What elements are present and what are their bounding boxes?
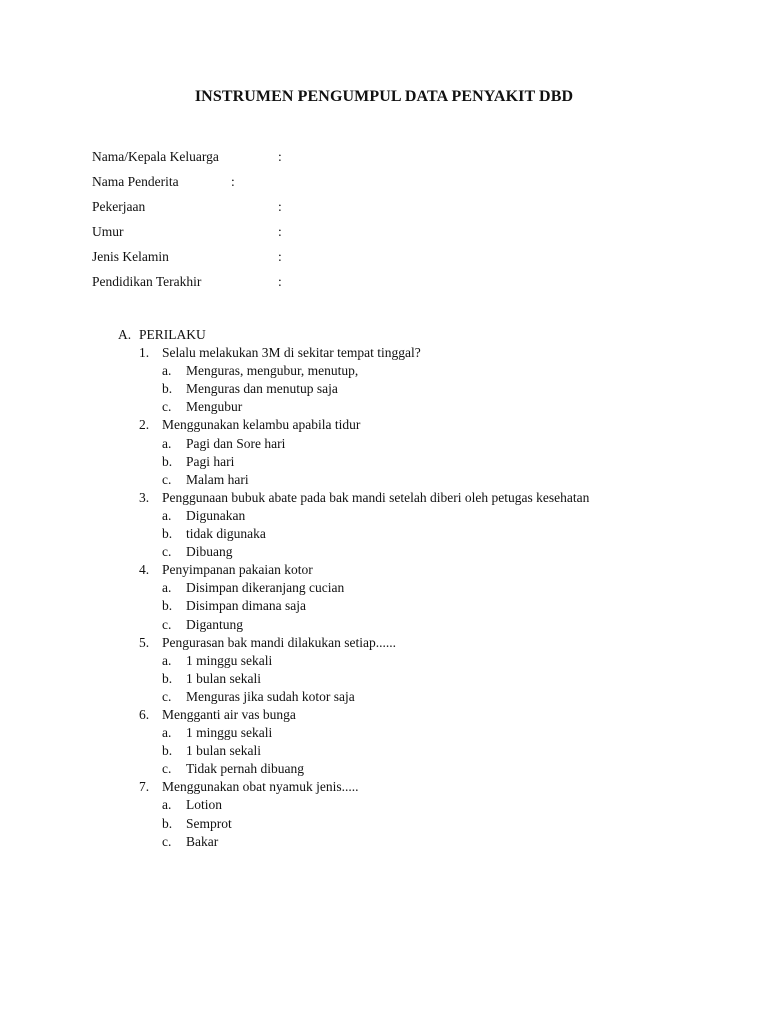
answer-option xyxy=(118,507,738,525)
option-letter: a. xyxy=(162,797,172,813)
question-item xyxy=(118,344,738,362)
question-text: Selalu melakukan 3M di sekitar tempat tinggal? xyxy=(162,345,421,361)
question-number: 1. xyxy=(139,345,150,361)
answer-option xyxy=(118,362,738,380)
option-letter: b. xyxy=(162,670,173,686)
field-label: Nama Penderita xyxy=(92,174,179,189)
option-text: Pagi dan Sore hari xyxy=(186,435,286,451)
option-letter: c. xyxy=(162,471,172,487)
field-label: Jenis Kelamin xyxy=(92,249,169,264)
option-text: Lotion xyxy=(186,797,222,813)
option-text: Disimpan dikeranjang cucian xyxy=(186,580,345,596)
field-label: Nama/Kepala Keluarga xyxy=(92,149,219,164)
answer-option xyxy=(118,833,738,851)
field-colon: : xyxy=(278,224,282,239)
option-text: Menguras jika sudah kotor saja xyxy=(186,688,355,704)
answer-option xyxy=(118,796,738,814)
option-text: Mengubur xyxy=(186,399,243,415)
field-label: Pendidikan Terakhir xyxy=(92,274,202,289)
question-item xyxy=(118,778,738,796)
option-text: 1 bulan sekali xyxy=(186,743,261,759)
option-text: Menguras, mengubur, menutup, xyxy=(186,363,359,379)
answer-option xyxy=(118,652,738,670)
answer-option xyxy=(118,724,738,742)
option-letter: a. xyxy=(162,580,172,596)
question-item xyxy=(118,706,738,724)
option-text: 1 minggu sekali xyxy=(186,652,273,668)
question-text: Menggunakan kelambu apabila tidur xyxy=(162,417,361,433)
option-text: Dibuang xyxy=(186,544,233,560)
option-letter: b. xyxy=(162,598,173,614)
option-letter: a. xyxy=(162,363,172,379)
answer-option xyxy=(118,453,738,471)
question-text: Mengganti air vas bunga xyxy=(162,706,296,722)
option-text: Pagi hari xyxy=(186,453,235,469)
section-letter: A. xyxy=(118,327,132,342)
option-text: Bakar xyxy=(186,833,219,849)
option-letter: b. xyxy=(162,743,173,759)
option-text: Digantung xyxy=(186,616,243,632)
option-letter: b. xyxy=(162,381,173,397)
option-letter: b. xyxy=(162,815,173,831)
answer-option xyxy=(118,670,738,688)
field-colon: : xyxy=(278,249,282,264)
answer-option xyxy=(118,688,738,706)
question-item xyxy=(118,634,738,652)
section-perilaku xyxy=(118,326,738,851)
question-item xyxy=(118,561,738,579)
question-number: 2. xyxy=(139,417,150,433)
document-title: INSTRUMEN PENGUMPUL DATA PENYAKIT DBD xyxy=(194,88,574,105)
option-text: Malam hari xyxy=(186,471,249,487)
option-text: Digunakan xyxy=(186,507,246,523)
question-text: Penggunaan bubuk abate pada bak mandi setelah diberi oleh petugas kesehatan xyxy=(162,489,590,505)
field-label: Umur xyxy=(92,224,124,239)
field-colon: : xyxy=(278,149,282,164)
answer-option xyxy=(118,616,738,634)
section-label: PERILAKU xyxy=(139,327,206,342)
question-text: Penyimpanan pakaian kotor xyxy=(162,562,313,578)
answer-option xyxy=(118,742,738,760)
option-letter: c. xyxy=(162,544,172,560)
answer-option xyxy=(118,435,738,453)
option-letter: c. xyxy=(162,761,172,777)
option-letter: c. xyxy=(162,833,172,849)
answer-option xyxy=(118,815,738,833)
question-number: 6. xyxy=(139,706,150,722)
question-number: 4. xyxy=(139,562,150,578)
option-letter: b. xyxy=(162,526,173,542)
field-label: Pekerjaan xyxy=(92,199,146,214)
option-text: Tidak pernah dibuang xyxy=(186,761,304,777)
option-text: tidak digunaka xyxy=(186,526,266,542)
option-text: 1 bulan sekali xyxy=(186,670,261,686)
option-letter: a. xyxy=(162,725,172,741)
question-number: 5. xyxy=(139,634,150,650)
answer-option xyxy=(118,525,738,543)
option-letter: b. xyxy=(162,453,173,469)
option-text: Disimpan dimana saja xyxy=(186,598,306,614)
option-letter: a. xyxy=(162,652,172,668)
answer-option xyxy=(118,543,738,561)
answer-option xyxy=(118,597,738,615)
option-letter: c. xyxy=(162,616,172,632)
answer-option xyxy=(118,471,738,489)
answer-option xyxy=(118,760,738,778)
option-letter: c. xyxy=(162,688,172,704)
field-colon: : xyxy=(231,174,235,189)
field-colon: : xyxy=(278,199,282,214)
question-text: Pengurasan bak mandi dilakukan setiap...... xyxy=(162,634,396,650)
answer-option xyxy=(118,579,738,597)
option-letter: a. xyxy=(162,435,172,451)
question-item xyxy=(118,489,738,507)
question-item xyxy=(118,416,738,434)
field-colon: : xyxy=(278,274,282,289)
option-text: Menguras dan menutup saja xyxy=(186,381,338,397)
option-text: Semprot xyxy=(186,815,232,831)
option-letter: a. xyxy=(162,507,172,523)
question-number: 3. xyxy=(139,489,150,505)
section-heading xyxy=(118,326,738,344)
question-text: Menggunakan obat nyamuk jenis..... xyxy=(162,779,359,795)
answer-option xyxy=(118,380,738,398)
answer-option xyxy=(118,398,738,416)
option-letter: c. xyxy=(162,399,172,415)
question-number: 7. xyxy=(139,779,150,795)
option-text: 1 minggu sekali xyxy=(186,725,273,741)
